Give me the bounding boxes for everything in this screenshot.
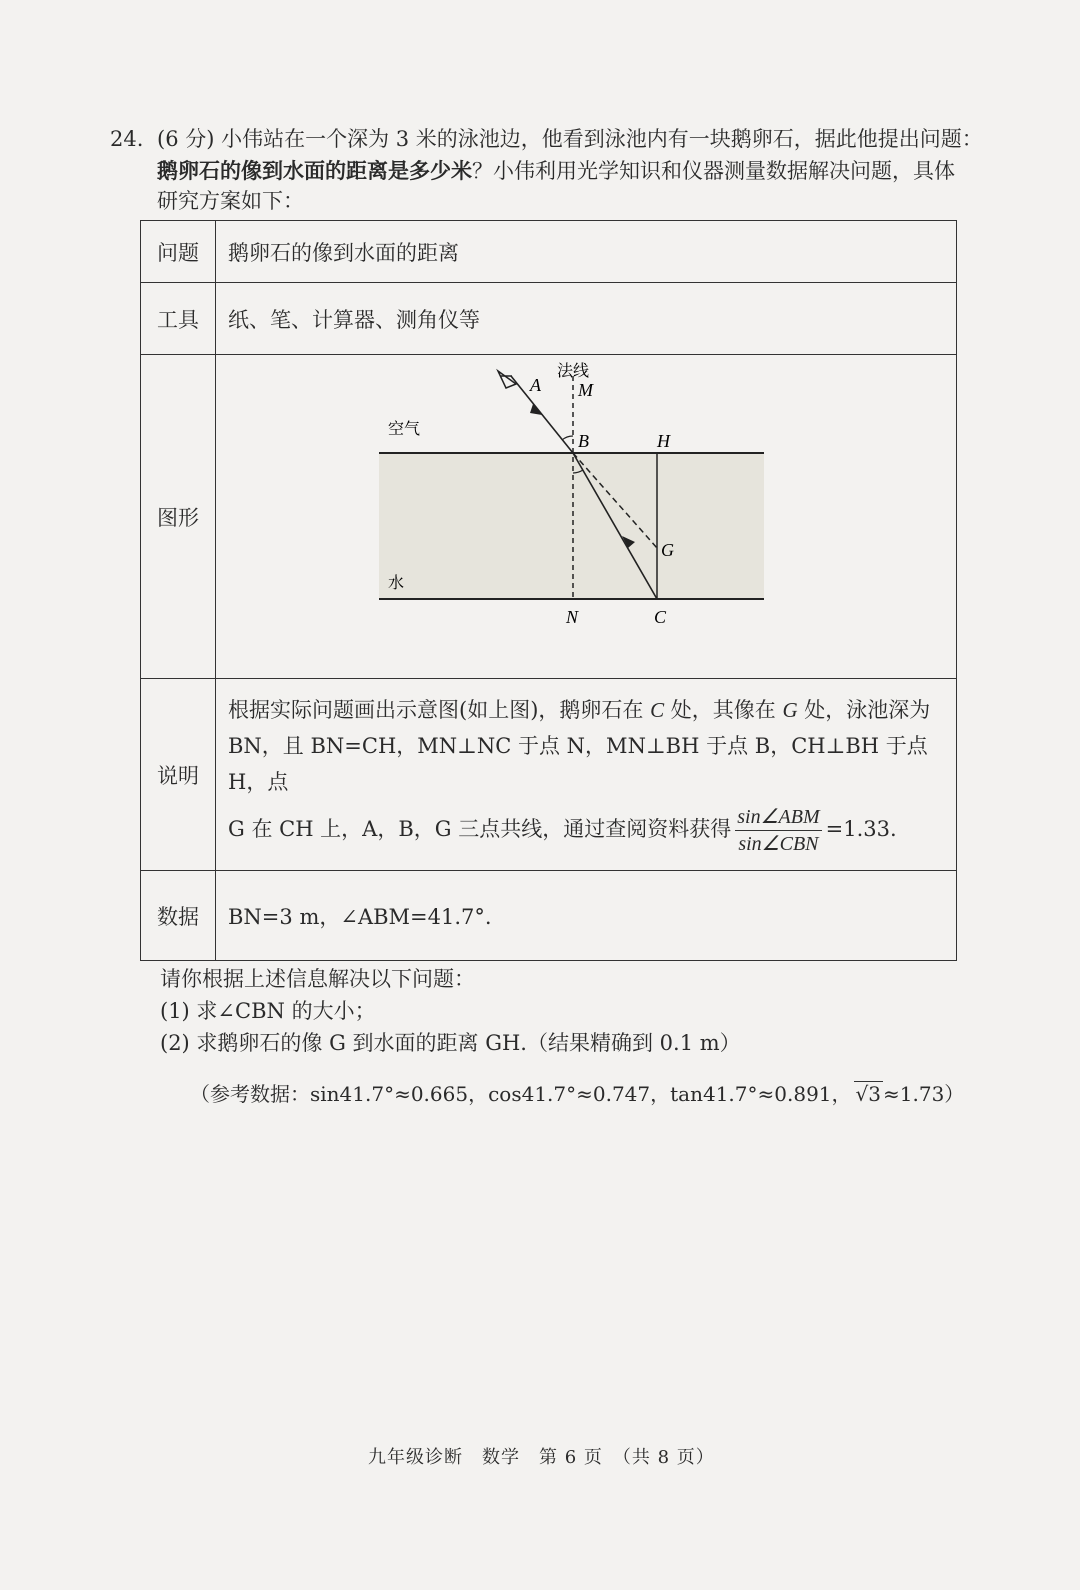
label-tools: 工具 [141, 283, 216, 355]
figure-cell [216, 355, 957, 679]
explain-3a: G 在 CH 上，A，B，G 三点共线，通过查阅资料获得 [228, 817, 732, 841]
task-2: (2) 求鹅卵石的像 G 到水面的距离 GH.（结果精确到 0.1 m） [160, 1031, 741, 1055]
sqrt-value: 3 [868, 1082, 882, 1106]
label-explain: 说明 [141, 679, 216, 871]
reference-data [190, 1080, 964, 1108]
point-G: G [661, 539, 674, 560]
row-data [141, 871, 957, 961]
explain-1c: 处，其像在 [664, 698, 783, 722]
row-tools [141, 283, 957, 355]
label-water: 水 [388, 574, 405, 592]
fraction-denominator: sin∠CBN [738, 833, 819, 855]
question-line-3: 研究方案如下： [157, 189, 304, 213]
page-footer: 九年级诊断 数学 第 6 页 （共 8 页） [368, 1447, 715, 1468]
content-data: BN=3 m，∠ABM=41.7°. [216, 871, 957, 961]
row-figure [141, 355, 957, 679]
label-problem: 问题 [141, 221, 216, 283]
label-air: 空气 [388, 420, 421, 438]
row-explain [141, 679, 957, 871]
content-problem: 鹅卵石的像到水面的距离 [216, 221, 957, 283]
reference-a: （参考数据：sin41.7°≈0.665，cos41.7°≈0.747，tan41.7°≈0.891， [190, 1082, 852, 1106]
point-M: M [578, 379, 593, 400]
point-B: B [578, 430, 589, 451]
sin-ratio-fraction [735, 804, 821, 857]
content-tools: 纸、笔、计算器、测角仪等 [216, 283, 957, 355]
explain-3b: =1.33. [825, 817, 897, 841]
question-highlight: 鹅卵石的像到水面的距离是多少米 [157, 158, 472, 183]
point-N: N [566, 606, 579, 627]
question-number: 24. [110, 127, 144, 151]
row-problem [141, 221, 957, 283]
explain-1b: C [650, 698, 665, 722]
explain-1e: 处，泳池深为 [797, 698, 931, 722]
ray-BA [511, 376, 573, 453]
explain-line-3 [228, 804, 955, 857]
tasks-intro: 请你根据上述信息解决以下问题： [160, 967, 475, 991]
explain-line-1 [228, 692, 955, 728]
explain-1a: 根据实际问题画出示意图(如上图)，鹅卵石在 [228, 698, 651, 722]
point-A: A [530, 374, 541, 395]
label-data: 数据 [141, 871, 216, 961]
sqrt-3: √3 [855, 1082, 882, 1106]
question-line-1: (6 分) 小伟站在一个深为 3 米的泳池边，他看到泳池内有一块鹅卵石，据此他提出问题： [157, 127, 983, 151]
question-line-2-rest: ？小伟利用光学知识和仪器测量数据解决问题，具体 [472, 159, 955, 183]
refraction-diagram [216, 356, 956, 678]
water-region [379, 453, 764, 599]
explain-line-2: BN，且 BN=CH，MN⊥NC 于点 N，MN⊥BH 于点 B，CH⊥BH 于点 H，点 [228, 734, 928, 794]
ray-BA-arrow [530, 404, 542, 415]
reference-b: ≈1.73） [883, 1082, 965, 1106]
point-C: C [654, 606, 667, 627]
angle-ABM-arc [562, 435, 573, 439]
explain-1d: G [782, 698, 798, 722]
question-line-2 [157, 157, 955, 185]
label-normal: 法线 [557, 362, 590, 380]
point-H: H [657, 430, 670, 451]
content-explain [216, 679, 957, 871]
task-1: (1) 求∠CBN 的大小； [160, 999, 376, 1023]
fraction-numerator: sin∠ABM [735, 804, 821, 831]
label-figure: 图形 [141, 355, 216, 679]
research-plan-table [140, 220, 957, 961]
